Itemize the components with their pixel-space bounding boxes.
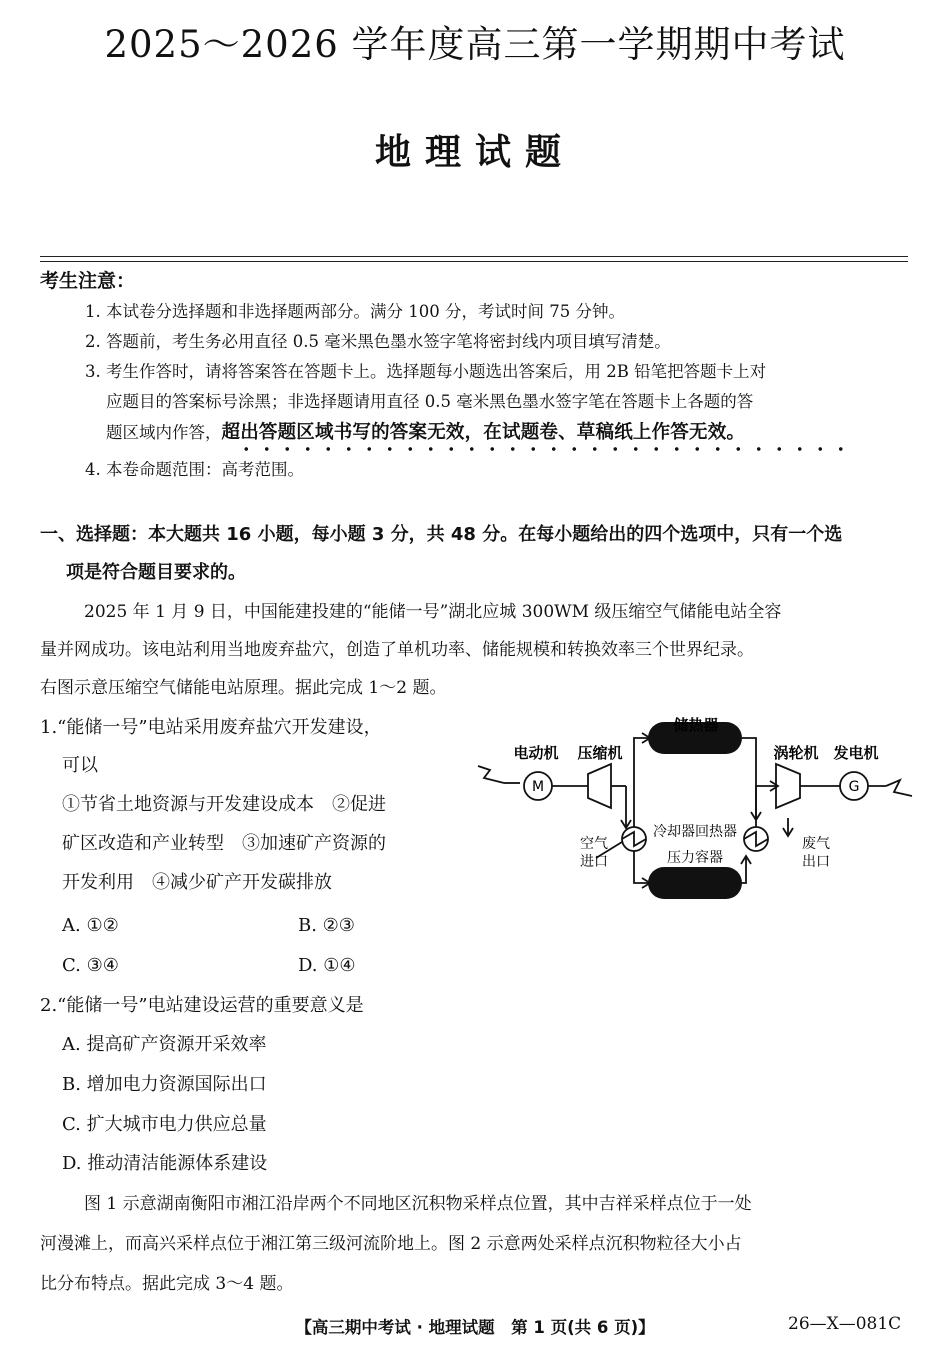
label-turbine: 涡轮机 xyxy=(773,744,819,762)
q1-stem-line-1: 1.“能储一号”电站采用废弃盐穴开发建设， xyxy=(40,717,382,738)
notice-item-3-line-2: 应题目的答案标号涂黑；非选择题请用直径 0.5 毫米黑色墨水签字笔在答题卡上各题的答 xyxy=(106,392,754,411)
label-pressure-vessel: 压力容器 xyxy=(667,850,723,866)
q1-statement-line-2: 矿区改造和产业转型 ③加速矿产资源的 xyxy=(62,833,386,854)
notice-heading: 考生注意： xyxy=(40,270,136,292)
q2-option-d: D. 推动清洁能源体系建设 xyxy=(62,1153,268,1174)
notice-emphasis: 超出答题区域书写的答案无效，在试题卷、草稿纸上作答无效。 xyxy=(221,422,746,443)
paper-code: 26—X—081C xyxy=(788,1314,902,1334)
notice-item-1: 1. 本试卷分选择题和非选择题两部分。满分 100 分，考试时间 75 分钟。 xyxy=(85,302,625,321)
section-1-heading: 一、选择题：本大题共 16 小题，每小题 3 分，共 48 分。在每小题给出的四个选项中，只有一个选 xyxy=(40,524,843,545)
notice-item-3-line-1: 3. 考生作答时，请将答案答在答题卡上。选择题每小题选出答案后，用 2B 铅笔把答题卡上对 xyxy=(85,362,767,381)
compressor-shape xyxy=(588,764,611,808)
label-air-inlet-2: 进口 xyxy=(580,854,608,870)
label-heat-storage: 储热器 xyxy=(673,716,719,734)
q2-option-c: C. 扩大城市电力供应总量 xyxy=(62,1114,267,1135)
passage-2-line-2: 河漫滩上，而高兴采样点位于湘江第三级河流阶地上。图 2 示意两处采样点沉积物粒径大小占 xyxy=(40,1234,742,1254)
motor-symbol: M xyxy=(531,779,545,795)
label-motor: 电动机 xyxy=(513,744,559,762)
power-input-icon xyxy=(478,766,504,783)
page-footer: 【高三期中考试 · 地理试题 第 1 页(共 6 页)】 xyxy=(295,1318,655,1337)
section-1-heading-cont: 项是符合题目要求的。 xyxy=(66,562,246,583)
passage-1-line-2: 量并网成功。该电站利用当地废弃盐穴，创造了单机功率、储能规模和转换效率三个世界纪录。 xyxy=(40,640,754,660)
emphasis-dots xyxy=(236,446,856,452)
label-cooler-regenerator: 冷却器回热器 xyxy=(653,824,737,840)
label-air-inlet-1: 空气 xyxy=(580,836,608,852)
q2-option-a: A. 提高矿产资源开采效率 xyxy=(62,1034,267,1055)
q1-statement-line-3: 开发利用 ④减少矿产开发碳排放 xyxy=(62,872,332,893)
header-rule-bottom xyxy=(40,261,908,262)
label-exhaust-1: 废气 xyxy=(802,836,830,852)
q1-option-d: D. ①④ xyxy=(298,955,356,976)
passage-2-line-1: 图 1 示意湖南衡阳市湘江沿岸两个不同地区沉积物采样点位置，其中吉祥采样点位于一处 xyxy=(84,1194,752,1214)
q2-stem: 2.“能储一号”电站建设运营的重要意义是 xyxy=(40,995,364,1016)
q2-option-b: B. 增加电力资源国际出口 xyxy=(62,1074,267,1095)
exam-title: 2025～2026 学年度高三第一学期期中考试 xyxy=(104,23,846,66)
notice-item-3-prefix: 题区域内作答， xyxy=(106,423,222,442)
passage-1-line-3: 右图示意压缩空气储能电站原理。据此完成 1～2 题。 xyxy=(40,678,447,698)
compressed-air-storage-diagram xyxy=(476,708,916,904)
generator-symbol: G xyxy=(848,779,860,795)
q1-stem-line-2: 可以 xyxy=(62,755,98,776)
q1-statement-line-1: ①节省土地资源与开发建设成本 ②促进 xyxy=(62,794,386,815)
exam-subject: 地理试题 xyxy=(374,132,575,173)
notice-item-2: 2. 答题前，考生务必用直径 0.5 毫米黑色墨水签字笔将密封线内项目填写清楚。 xyxy=(85,332,671,351)
pressure-vessel-tank xyxy=(648,867,742,899)
label-generator: 发电机 xyxy=(833,744,879,762)
q1-option-b: B. ②③ xyxy=(298,915,355,936)
label-exhaust-2: 出口 xyxy=(802,854,830,870)
header-rule-top xyxy=(40,256,908,257)
passage-2-line-3: 比分布特点。据此完成 3～4 题。 xyxy=(40,1274,294,1294)
passage-1-line-1: 2025 年 1 月 9 日，中国能建投建的“能储一号”湖北应城 300WM 级压缩空气储能电站全容 xyxy=(84,602,782,622)
notice-item-4: 4. 本卷命题范围：高考范围。 xyxy=(85,460,304,479)
power-output-icon xyxy=(886,780,912,796)
label-compressor: 压缩机 xyxy=(577,744,623,762)
notice-item-3-line-3 xyxy=(106,418,745,448)
q1-option-a: A. ①② xyxy=(62,915,119,936)
q1-option-c: C. ③④ xyxy=(62,955,119,976)
